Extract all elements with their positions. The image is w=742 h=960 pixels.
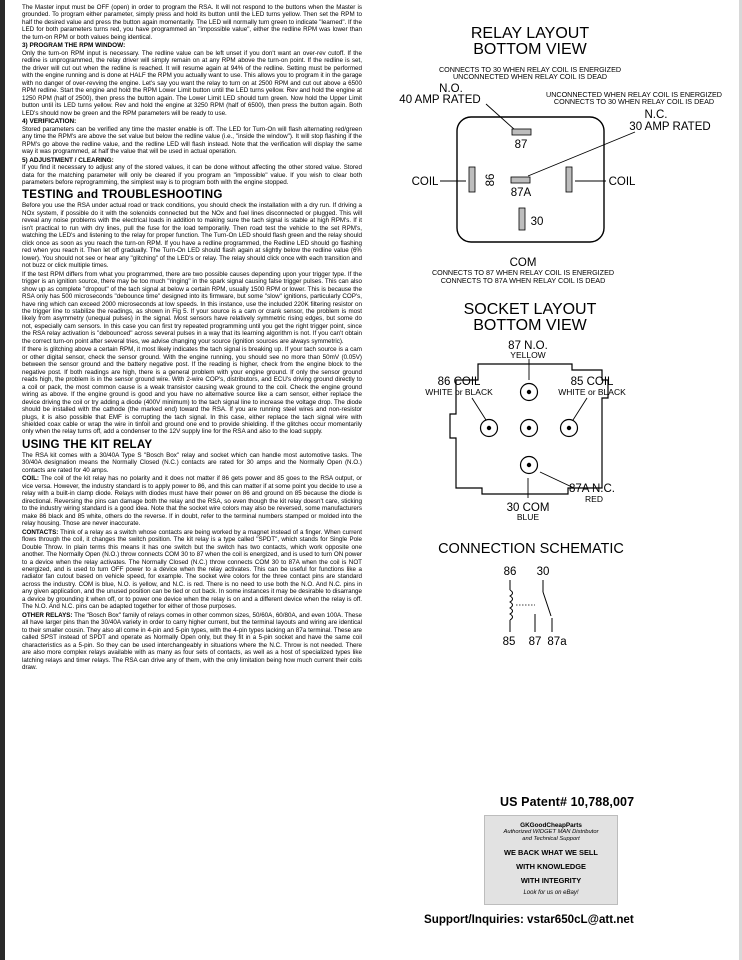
relay-no-note-1: CONNECTS TO 30 WHEN RELAY COIL IS ENERGIZED [438,65,622,74]
stamp-motto-1: WE BACK WHAT WE SELL [504,848,598,857]
socket-hole-30-dot [527,463,531,467]
testing-heading: TESTING and TROUBLESHOOTING [22,188,223,202]
other-relays-label: OTHER RELAYS: [22,611,73,619]
verification-heading: 4) VERIFICATION: [22,118,77,126]
stamp-motto-3: WITH INTEGRITY [520,876,582,885]
relay-pin-87 [512,129,531,135]
relay-pin-87a-label: 87A [510,187,532,199]
testing-paragraph-3: If there is glitching above a certain RPM, it most likely indicates the tach signal is breaking up. If your tach source is a cam or other digital sensor, check the sensor ground. With the engine running, you should see no more than 50mV (0.05V) between the sensor ground and the battery negative post. If the reading is higher, check from the engine block to the negative post. If both readings are high, there is a general problem with your engine ground. If only the sensor ground reads high, the problem is in the sensor ground wire. With 2-wire COP's, distributors, and ECU's driving ground directly to a coil or pack, the most common cause is a weak transistor causing weak ground to the coil. Check the engine ground wiring as above. If the engine ground is good and you have no alternative source like a cam sensor, either replace the device driving the coil or try adding a diode (400V minimum) to the tach signal line to increase the voltage drop. The diode should be installed with the cathode (the marked end) toward the RSA. If you are running steel wires and non-resistor plugs, it is also possible that EMF is corrupting the tach signal. In this case, either replace the tach signal wire with shielded coax cable or wrap the wire in tinfoil and ground one end to provide shielding. If the glitches occur momentarily only when the relay turns off, add a condenser to the 12V supply line for the RSA and also to the load supply. [22,346,362,436]
stamp-motto-2: WITH KNOWLEDGE [516,862,586,871]
relay-com-note-2: CONNECTS TO 87A WHEN RELAY COIL IS DEAD [440,276,606,285]
socket-hole-85-dot [567,426,571,430]
socket-86-leader [472,398,486,420]
coil-label: COIL: [22,475,40,483]
program-heading: 3) PROGRAM THE RPM WINDOW: [22,42,126,50]
relay-title-2: BOTTOM VIEW [473,41,587,58]
relay-layout-diagram [399,25,722,285]
socket-85-label: 85 COIL [570,376,614,388]
schematic-title: CONNECTION SCHEMATIC [438,541,624,557]
socket-no-color: YELLOW [510,350,546,360]
relay-pin-87-label: 87 [514,139,528,151]
relay-nc-note-1: UNCONNECTED WHEN RELAY COIL IS ENERGIZED [546,90,722,99]
socket-hole-86-dot [487,426,491,430]
contacts-paragraph [22,529,362,611]
support-contact: Support/Inquiries: vstar650cL@att.net [424,913,634,926]
kit-relay-paragraph: The RSA kit comes with a 30/40A Type S "Bosch Box" relay and socket which can handle most automotive tasks. The 30/40A designation means the Normally Closed (N.C.) contacts are rated for 30 amps and the Normally Open (N.O.) contacts are rated for 40 amps. [22,451,362,474]
adjustment-heading: 5) ADJUSTMENT / CLEARING: [22,156,114,164]
schematic-switch-arm [543,592,551,616]
relay-coil-right-label: COIL [608,176,636,188]
page-edge [0,0,5,960]
socket-title-2: BOTTOM VIEW [473,317,587,334]
relay-coil-left-label: COIL [411,176,439,188]
connection-schematic [438,541,624,648]
relay-nc-leader [528,132,635,176]
seller-stamp [484,815,618,905]
adjustment-paragraph: If you find it necessary to adjust any of the stored values, it can be done without affecting the other stored value. Stored data for the matching parameter will only be cleared if you program an "impossible" value. If you wish to clear both parameters before reprogramming, the simplest way is to program both with the engine stopped. [22,164,362,186]
socket-no-label: 87 N.O. [508,340,548,352]
relay-com-label: COM [509,257,537,269]
testing-paragraph-2: If the test RPM differs from what you programmed, there are two possible causes depending upon your trigger type. If the trigger is an ignition source, there may be too much "ringing" in the spark signal causing false trigger pulses. This can also show up as complete "dropout" of the tach signal at below a certain RPM, usually 1500 RPM or lower. This is because the RSA only has 500 microseconds "debounce time" designed into its firmware, but some "slow" ignitions, particularly COP's, have ring which can exceed 2000 microseconds at low speeds. In this instance, use the included 220K filtering resistor on the trigger line to stabilize the readings, as shown in Fig 5. If your source is a cam or crank sensor, the problem is most likely from asymmetry (unequal pulses) in the signal. Most sensors have relatively symmetric rising edges, but some do not, especially cam sensors. In this case you can first try repeated programming until you get the right trigger point, since the RSA relay activation is "debounced" across several pulses in a way that its learning algorithm is not. If you can't obtain the correct turn-on point after several tries, we advise changing your source (ignition sources are always symmetric). [22,270,362,345]
relay-pin-87a [511,177,530,183]
intro-paragraph: The Master input must be OFF (open) in order to program the RSA. It will not respond to the buttons when the Master is grounded. To program either parameter, simply press and hold its button until the LED turns yellow. Then set the RPM to half the desired value and press the button again momentarily. The LED will normally turn green to indicate "learned". If the LED for both parameters turns red, you have programmed an "impossible value", either the redline RPM was lower than the turn-on RPM or both values being identical. [22,4,362,41]
socket-86-color: WHITE or BLACK [425,387,493,397]
patent-number: US Patent# 10,788,007 [500,795,635,809]
schematic-coil [510,590,513,620]
stamp-ebay: Look for us on eBay! [523,890,579,896]
socket-layout-diagram [425,301,626,522]
relay-pin-86-label: 86 [485,173,497,187]
testing-paragraph-1: Before you use the RSA under actual road or track conditions, you should check the installation with a dry run. If driving a NOx system, if possible do it with the solenoids connected but the NOx and fuel lines disconnected or plugged. This will reveal any noise problems with the electrical loads in addition to making sure the tach signal is stable at high RPM's. If it isn't practical to run with dry lines, pull the fuse for the load temporarily. Then road test the vehicle to the set RPM's, watching the LED's and listening to the relay for proper function. The Turn-On LED should flash green and the relay should click once as soon as you reach the turn-on RPM. If you have a redline programmed, the Redline LED should go flashing red when you reach it. Then let off gradually. The Turn-On LED should flash again at slightly below the redline value (6% lower). You should not see or hear any "glitching" of the LED's or relay. The relay should click once with each transition and not buzz or click multiple times. [22,202,362,270]
schematic-30-label: 30 [536,566,550,578]
socket-title-1: SOCKET LAYOUT [463,301,597,318]
relay-pin-85 [566,167,572,192]
relay-no-label: N.O. [439,83,463,95]
socket-85-color: WHITE or BLACK [558,387,626,397]
relay-com-note-1: CONNECTS TO 87 WHEN RELAY COIL IS ENERGIZED [431,268,615,277]
kit-relay-heading: USING THE KIT RELAY [22,437,153,451]
relay-nc-note-2: CONNECTS TO 30 WHEN RELAY COIL IS DEAD [553,97,715,106]
socket-nc-color: RED [585,494,603,504]
socket-com-color: BLUE [516,512,540,522]
other-relays-paragraph [22,612,362,672]
schematic-85-label: 85 [502,636,516,648]
relay-pin-30-label: 30 [530,216,544,228]
stamp-line-3: and Technical Support [522,836,580,842]
program-paragraph: Only the turn-on RPM input is necessary. The redline value can be left unset if you don't want an over-rev cutoff. If the redline is unprogrammed, the relay driver will simply remain on at any RPM above the turn-on point. If the redline is set, the driver will cut out when the redline is reached. It will resume again at 94% of the redline. Setting must be performed with the engine running and is done at HALF the RPM you actually want to use. This allows you to program it in the garage with no danger of over-revving the engine. Let's say you want the relay to turn on at 2500 RPM and cut out above a 6500 RPM redline. Start the engine and hold the RPM Lower Limit button until the LED turns yellow. Rev and hold the engine at 1250 RPM (half of 2500), then press the button again. The Lower Limit LED should turn green. Now hold the Upper Limit button until its LED turns yellow. Rev and hold the engine at 3250 RPM (half of 6500), then press the button again. Both LED's should now be green and the RPM parameters will be ready to use. [22,49,362,117]
socket-hole-87-dot [527,390,531,394]
socket-86-label: 86 COIL [437,376,481,388]
relay-30amp-label: 30 AMP RATED [629,121,711,133]
relay-title-1: RELAY LAYOUT [470,25,590,42]
stamp-brand: GKGoodCheapParts [520,822,582,829]
coil-text: The coil of the kit relay has no polarity and it does not matter if 86 gets power and 85 goes to the RSA output, or vice versa. However, the industry standard is to apply power to 86, and this can matter if at some point you decide to use a relay with a built-in clamp diode. Relays with diodes must have their power on 86 and ground on 85 because the diode is directional. Reversing the pins can damage both the relay and the RSA, so even though the kit relay doesn't care, sticking to the industry wiring standard is a good idea. Note that the socket wire colors may also be reversed, some manufacturers make 86 black and 85 white, others do the reverse. If in doubt, refer to the terminal numbers stamped or molded into the relay housing. Those are never inaccurate. [22,475,362,528]
socket-com-label: 30 COM [506,502,550,514]
relay-pin-30 [519,208,525,230]
relay-40amp-label: 40 AMP RATED [399,94,481,106]
socket-hole-87a-dot [527,426,531,430]
schematic-87-label: 87 [528,636,542,648]
contacts-label: CONTACTS: [22,528,59,536]
other-relays-text: The "Bosch Box" family of relays comes in other common sizes, 50/60A, 60/80A, and even 100A. These all have larger pins than the 30/40A variety in order to carry higher current, but the terminal layouts and wiring are identical to their smaller cousin. They also all come in 4-pin and 5-pin types, with the 4-pin types lacking an 87a terminal. These are called SPST instead of SPDT and operate as Normally Open only, but they fit in a 5-pin socket and have the same coil characteristics as a 5-pin. So they can be used interchangeably in situations where the N.C. Throw is not needed. There are also more complex relays available with as many as four sets of contacts, as well as a host of specialized types like latching relays and timer relays. The RSA can drive any of them, with the only limitation being how much current their coils draw. [22,611,362,672]
relay-no-note-2: UNCONNECTED WHEN RELAY COIL IS DEAD [452,72,608,81]
coil-paragraph [22,475,362,527]
verification-paragraph: Stored parameters can be verified any time the master enable is off. The LED for Turn-On will flash alternating red/green any time the RPM's are above the set value but below the redline value (i.e., "inside the window"). It will stop flashing if the RPM's go above the redline value, and the redline LED will flash instead. Note that the verification will display the same way it was programmed, at half the value that will be used in actual operation. [22,125,362,155]
socket-85-leader [573,398,587,420]
socket-nc-label: 87A N.C. [568,483,616,495]
schematic-87a-label: 87a [547,636,567,648]
instructions-column [22,4,362,954]
contacts-text: Think of a relay as a switch whose contacts are being worked by a magnet instead of a finger. When current flows through the coil, it changes the switch position. The kit relay is a type called "SPDT", which stands for Single Pole Double Throw. In plain terms this means it has one switch but the switch has two contacts, which work opposite one another. The Normally Open (N.O.) throw connects COM 30 to 87 when the coil is energized, and is used to turn ON power to a device when the relay activates. The Normally Closed (N.C.) throw connects COM 30 to 87A when the coil is NOT energized, and is used to turn OFF power to a device when the relay activates. This can be useful for functions like a radiator fan cutout based on vehicle speed, for example. The socket wire colors for the three contact pins are standard across the industry. COM is blue, N.O. is yellow, and N.C. is red. There is no need to use both the N.O. And N.C. pins in any given application, and the unused position can be tied or cut back. In some instances it may be desirable to disarrange a device by grounding it when off, or to power one device when the relay is on and a different device when the relay is off. The N.O. And N.C. pins can be adapted together for either of those purposes. [22,528,362,611]
schematic-86-label: 86 [503,566,517,578]
relay-nc-label: N.C. [644,109,668,121]
stamp-line-2: Authorized WIDGET MAN Distributor [503,829,599,835]
relay-pin-86 [469,167,475,192]
